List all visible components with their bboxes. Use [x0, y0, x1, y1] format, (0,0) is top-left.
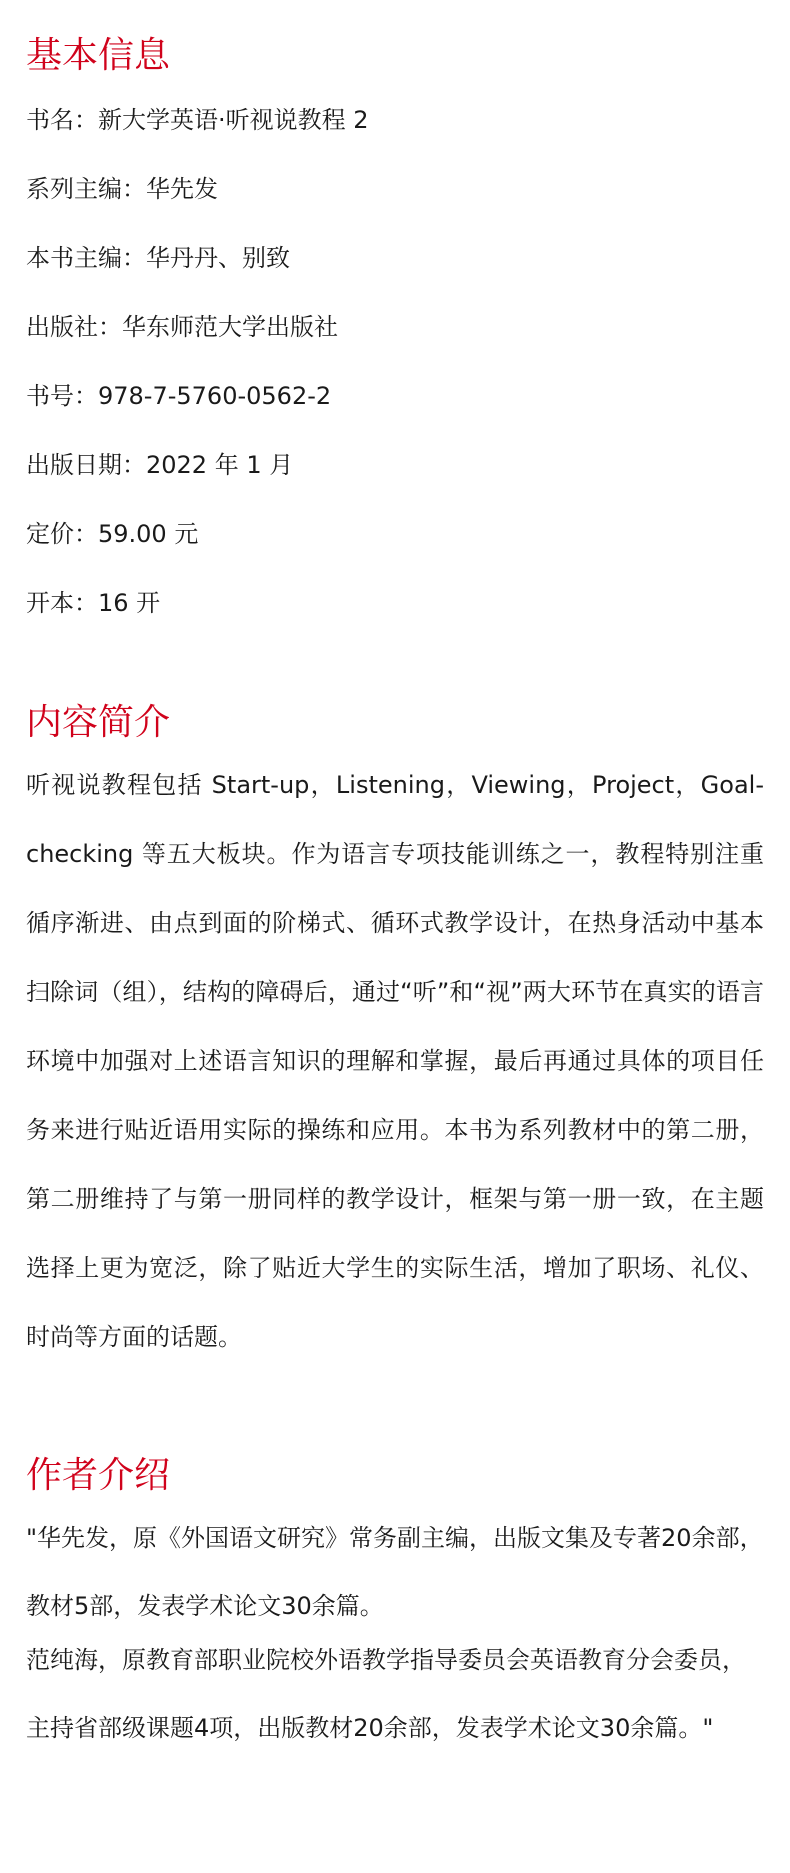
info-isbn: 书号：978-7-5760-0562-2: [26, 382, 332, 410]
basic-info-heading: 基本信息: [26, 35, 171, 76]
info-price: 定价：59.00 元: [26, 520, 199, 548]
basic-info-list: [26, 106, 764, 617]
author-bio-1: "华先发，原《外国语文研究》常务副主编，出版文集及专著20余部，教材5部，发表学术论文30余篇。: [26, 1524, 764, 1620]
info-publisher: 出版社：华东师范大学出版社: [26, 313, 338, 341]
content-intro-heading: 内容简介: [26, 702, 171, 743]
author-bio-2: 范纯海，原教育部职业院校外语教学指导委员会英语教育分会委员，主持省部级课题4项，出版教材20余部，发表学术论文30余篇。": [26, 1646, 746, 1742]
info-format: 开本：16 开: [26, 589, 161, 617]
info-publish-date: 出版日期：2022 年 1 月: [26, 451, 294, 479]
info-series-editor: 系列主编：华先发: [26, 175, 218, 203]
info-book-editor: 本书主编：华丹丹、别致: [26, 244, 290, 272]
info-book-name: 书名：新大学英语·听视说教程 2: [26, 106, 369, 134]
content-intro-text: 听视说教程包括 Start-up，Listening，Viewing，Project，Goal-checking 等五大板块。作为语言专项技能训练之一，教程特别注重循序渐进、由点到面的阶梯式、循环式教学设计，在热身活动中基本扫除词（组），结构的障碍后，通过“听”和“视”两大环节在真实的语言环境中加强对上述语言知识的理解和掌握，最后再通过具体的项目任务来进行贴近语用实际的操练和应用。本书为系列教材中的第二册，第二册维持了与第一册同样的教学设计，框架与第一册一致，在主题选择上更为宽泛，除了贴近大学生的实际生活，增加了职场、礼仪、时尚等方面的话题。: [26, 771, 764, 1351]
author-intro-heading: 作者介绍: [26, 1455, 171, 1496]
